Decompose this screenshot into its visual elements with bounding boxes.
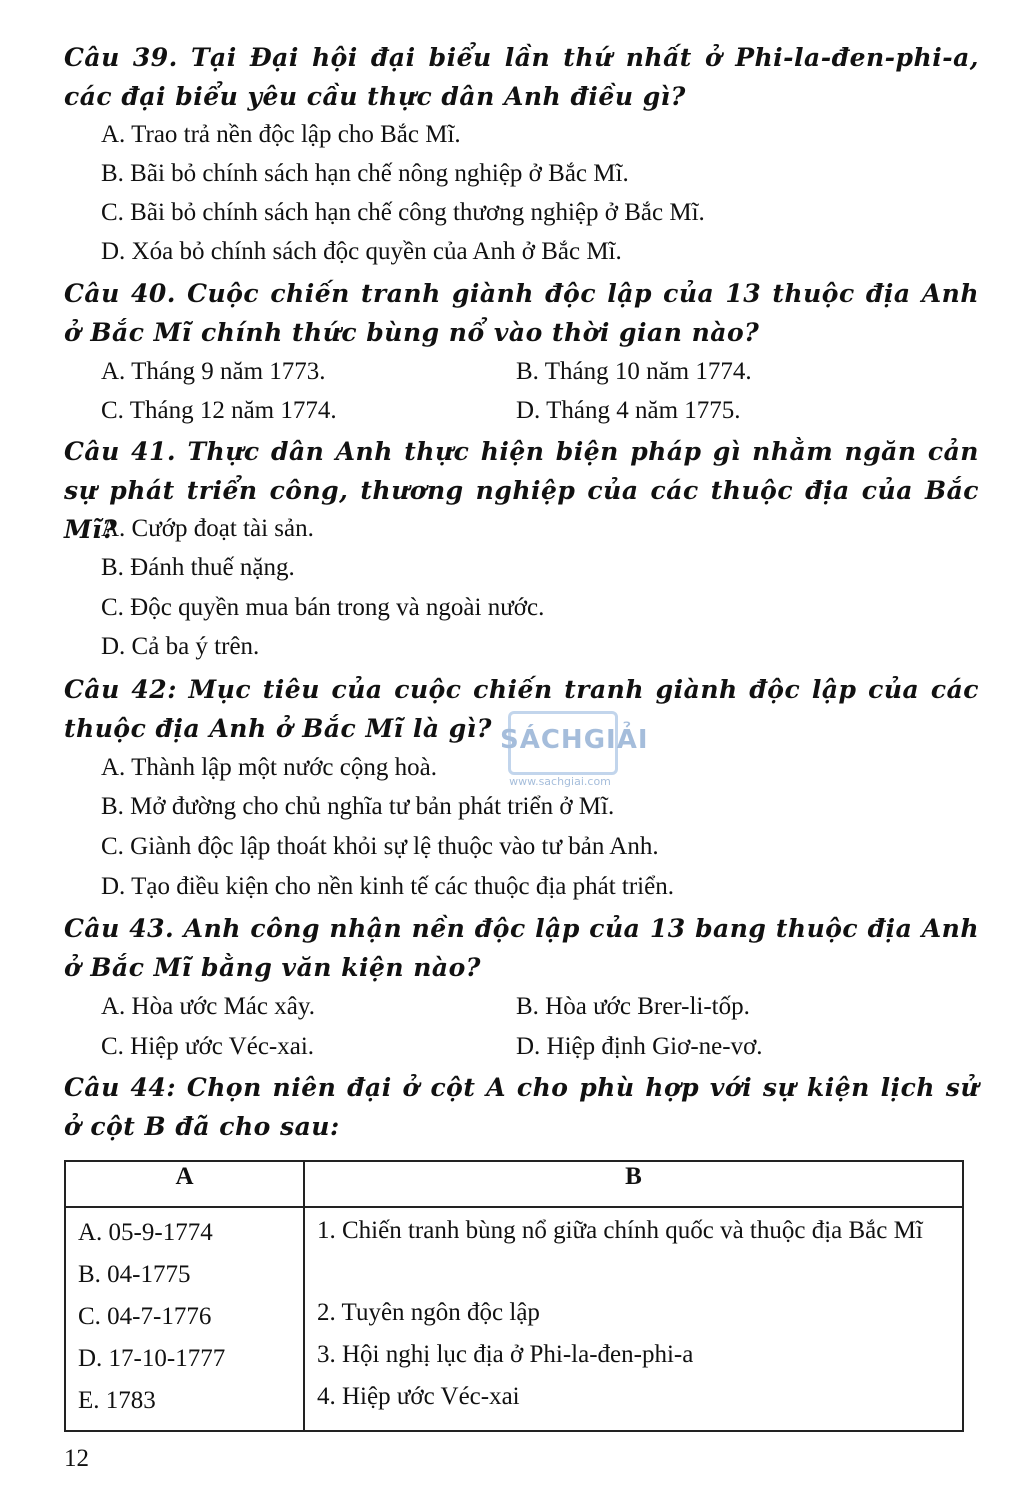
question-39: Câu 39. Tại Đại hội đại biểu lần thứ nhất ở Phi-la-đen-phi-a, các đại biểu yêu cầu thực dân Anh điều gì? bbox=[64, 43, 979, 111]
q40-option-b: B. Tháng 10 năm 1774. bbox=[516, 358, 752, 385]
q40-option-c: C. Tháng 12 năm 1774. bbox=[101, 397, 337, 424]
question-43: Câu 43. Anh công nhận nền độc lập của 13 bang thuộc địa Anh ở Bắc Mĩ bằng văn kiện nào? bbox=[64, 914, 979, 982]
date-c: C. 04-7-1776 bbox=[78, 1303, 212, 1330]
event-2: 2. Tuyên ngôn độc lập bbox=[317, 1299, 540, 1326]
question-44: Câu 44: Chọn niên đại ở cột A cho phù hợp với sự kiện lịch sử ở cột B đã cho sau: bbox=[64, 1073, 979, 1141]
question-40: Câu 40. Cuộc chiến tranh giành độc lập của 13 thuộc địa Anh ở Bắc Mĩ chính thức bùng nổ vào thời gian nào? bbox=[64, 279, 979, 347]
q42-option-c: C. Giành độc lập thoát khỏi sự lệ thuộc vào tư bản Anh. bbox=[101, 833, 659, 860]
watermark-url: www.sachgiai.com bbox=[509, 775, 611, 788]
date-b: B. 04-1775 bbox=[78, 1261, 191, 1288]
event-3: 3. Hội nghị lục địa ở Phi-la-đen-phi-a bbox=[317, 1341, 694, 1368]
event-1: 1. Chiến tranh bùng nổ giữa chính quốc và thuộc địa Bắc Mĩ bbox=[317, 1217, 923, 1244]
q43-option-d: D. Hiệp định Giơ-ne-vơ. bbox=[516, 1033, 763, 1060]
q39-option-b: B. Bãi bỏ chính sách hạn chế nông nghiệp ở Bắc Mĩ. bbox=[101, 160, 629, 187]
page-number: 12 bbox=[64, 1445, 89, 1472]
q39-option-c: C. Bãi bỏ chính sách hạn chế công thương nghiệp ở Bắc Mĩ. bbox=[101, 199, 705, 226]
q41-option-d: D. Cả ba ý trên. bbox=[101, 633, 260, 660]
q40-option-a: A. Tháng 9 năm 1773. bbox=[101, 358, 326, 385]
q43-option-a: A. Hòa ước Mác xây. bbox=[101, 993, 315, 1020]
q39-option-d: D. Xóa bỏ chính sách độc quyền của Anh ở Bắc Mĩ. bbox=[101, 238, 622, 265]
q41-option-b: B. Đánh thuế nặng. bbox=[101, 554, 295, 581]
column-a-cell bbox=[65, 1207, 304, 1431]
q42-option-a: A. Thành lập một nước cộng hoà. bbox=[101, 754, 437, 781]
q39-option-a: A. Trao trả nền độc lập cho Bắc Mĩ. bbox=[101, 121, 461, 148]
date-e: E. 1783 bbox=[78, 1387, 156, 1414]
q43-option-b: B. Hòa ước Brer-li-tốp. bbox=[516, 993, 750, 1020]
date-d: D. 17-10-1777 bbox=[78, 1345, 226, 1372]
watermark-brand: SÁCHGIẢI bbox=[500, 725, 649, 755]
q40-option-d: D. Tháng 4 năm 1775. bbox=[516, 397, 741, 424]
event-4: 4. Hiệp ước Véc-xai bbox=[317, 1383, 520, 1410]
column-b-cell bbox=[304, 1207, 963, 1431]
question-41: Câu 41. Thực dân Anh thực hiện biện pháp gì nhằm ngăn cản sự phát triển công, thương nghiệp của các thuộc địa của Bắc Mĩ? bbox=[64, 437, 979, 544]
matching-table bbox=[64, 1160, 964, 1432]
q42-option-b: B. Mở đường cho chủ nghĩa tư bản phát triển ở Mĩ. bbox=[101, 793, 615, 820]
question-42: Câu 42: Mục tiêu của cuộc chiến tranh giành độc lập của các thuộc địa Anh ở Bắc Mĩ là gì? bbox=[64, 675, 979, 743]
column-b-header: B bbox=[304, 1161, 963, 1207]
q43-option-c: C. Hiệp ước Véc-xai. bbox=[101, 1033, 315, 1060]
q41-option-a: A. Cướp đoạt tài sản. bbox=[101, 515, 314, 542]
date-a: A. 05-9-1774 bbox=[78, 1219, 213, 1246]
q42-option-d: D. Tạo điều kiện cho nền kinh tế các thuộc địa phát triển. bbox=[101, 873, 674, 900]
column-a-header: A bbox=[65, 1161, 304, 1207]
q41-option-c: C. Độc quyền mua bán trong và ngoài nước. bbox=[101, 594, 545, 621]
